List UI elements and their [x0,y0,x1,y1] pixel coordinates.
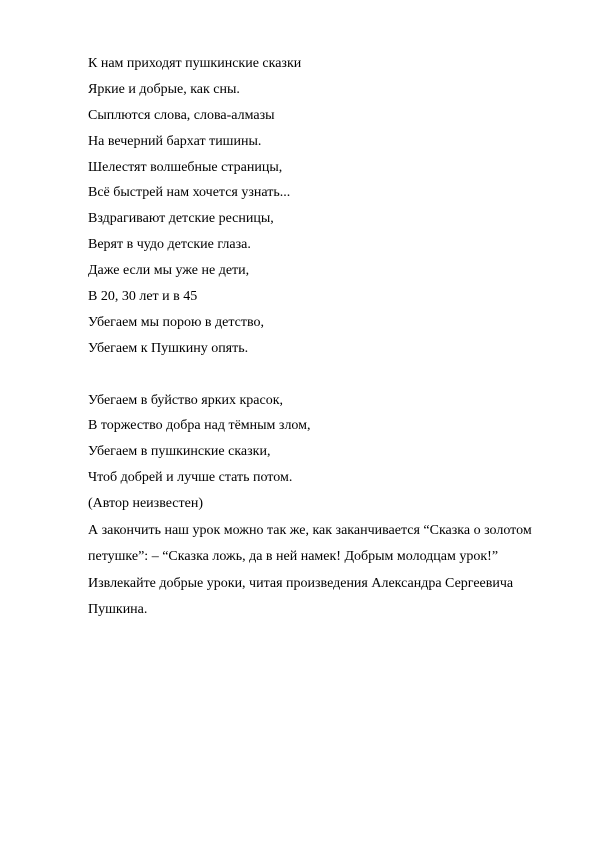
poem-line: Шелестят волшебные страницы, [88,159,283,175]
paragraph-line: Извлекайте добрые уроки, читая произведения Александра Сергеевича [88,575,514,591]
poem-line: Убегаем мы порою в детство, [88,314,265,330]
paragraph-line: петушке”: – “Сказка ложь, да в ней намек! Добрым молодцам урок!” [88,549,499,565]
poem-line: Убегаем в пушкинские сказки, [88,444,271,460]
poem-line: На вечерний бархат тишины. [88,133,262,149]
poem-line: В торжество добра над тёмным злом, [88,418,311,434]
paragraph-line: Пушкина. [88,601,148,617]
poem-line: Убегаем к Пушкину опять. [88,340,249,356]
poem-line: Даже если мы уже не дети, [88,263,250,279]
poem-line: Вздрагивают детские ресницы, [88,211,274,227]
poem-line: Яркие и добрые, как сны. [88,81,240,97]
poem [88,56,558,522]
paragraph-line: А закончить наш урок можно так же, как заканчивается “Сказка о золотом [88,523,532,538]
poem-line: Чтоб добрей и лучше стать потом. [88,470,293,486]
poem-line: Всё быстрей нам хочется узнать... [88,185,291,201]
stanza-separator [88,367,558,393]
poem-line: В 20, 30 лет и в 45 [88,289,198,305]
poem-line: Убегаем в буйство ярких красок, [88,392,284,408]
poem-author: (Автор неизвестен) [88,496,203,512]
conclusion-paragraph [88,523,532,628]
poem-line: Сыплются слова, слова-алмазы [88,107,275,123]
poem-line: К нам приходят пушкинские сказки [88,56,302,71]
poem-line: Верят в чудо детские глаза. [88,237,251,253]
